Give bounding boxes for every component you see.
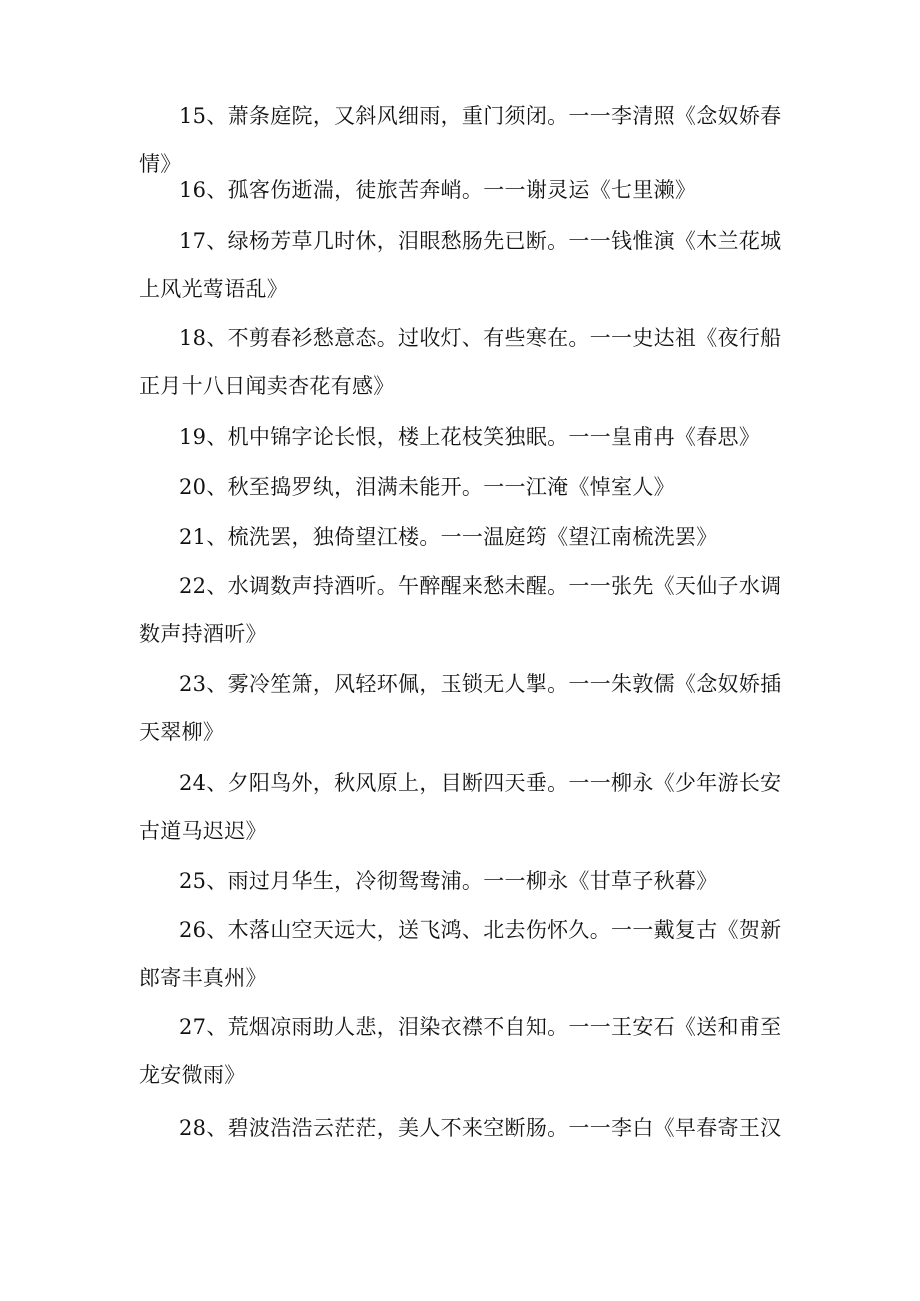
poem-entry-20 — [139, 475, 789, 499]
entry-line-2: 古道马迟迟》 — [139, 819, 267, 843]
entry-line-1: 20、秋至捣罗纨，泪满未能开。一一江淹《悼室人》 — [179, 475, 675, 499]
poem-entry-24 — [139, 771, 789, 843]
entry-line-1: 23、雾冷笙箫，风轻环佩，玉锁无人掣。一一朱敦儒《念奴娇插 — [179, 672, 782, 696]
poem-entry-26 — [139, 918, 789, 990]
poem-entry-21 — [139, 525, 789, 549]
poem-entry-22 — [139, 574, 789, 646]
entry-line-1: 25、雨过月华生，冷彻鸳鸯浦。一一柳永《甘草子秋暮》 — [179, 869, 718, 893]
poem-entry-27 — [139, 1015, 789, 1087]
poem-entry-23 — [139, 672, 789, 744]
entry-line-1: 19、机中锦字论长恨，楼上花枝笑独眠。一一皇甫冉《春思》 — [179, 425, 761, 449]
entry-line-2: 上风光莺语乱》 — [139, 277, 289, 301]
entry-line-2: 天翠柳》 — [139, 720, 225, 744]
poem-entry-19 — [139, 425, 789, 449]
entry-line-1: 28、碧波浩浩云茫茫，美人不来空断肠。一一李白《早春寄王汉 — [179, 1116, 782, 1140]
entry-line-1: 15、萧条庭院，又斜风细雨，重门须闭。一一李清照《念奴娇春 — [179, 104, 782, 128]
poem-entry-25 — [139, 869, 789, 893]
poem-entry-28 — [139, 1116, 789, 1140]
poem-entry-17 — [139, 229, 789, 301]
poem-entry-16 — [139, 178, 789, 202]
entry-line-1: 22、水调数声持酒听。午醉醒来愁未醒。一一张先《天仙子水调 — [179, 574, 782, 598]
entry-line-1: 26、木落山空天远大，送飞鸿、北去伤怀久。一一戴复古《贺新 — [179, 918, 782, 942]
entry-line-1: 21、梳洗罢，独倚望江楼。一一温庭筠《望江南梳洗罢》 — [179, 525, 718, 549]
entry-line-2: 数声持酒听》 — [139, 622, 267, 646]
entry-line-1: 18、不剪春衫愁意态。过收灯、有些寒在。一一史达祖《夜行船 — [179, 326, 782, 350]
entry-line-2: 龙安微雨》 — [139, 1063, 246, 1087]
poem-entry-18 — [139, 326, 789, 398]
entry-line-1: 27、荒烟凉雨助人悲，泪染衣襟不自知。一一王安石《送和甫至 — [179, 1015, 782, 1039]
poem-entry-15 — [139, 104, 789, 176]
entry-line-2: 郎寄丰真州》 — [139, 966, 267, 990]
entry-line-1: 17、绿杨芳草几时休，泪眼愁肠先已断。一一钱惟演《木兰花城 — [179, 229, 782, 253]
entry-line-1: 24、夕阳鸟外，秋风原上，目断四天垂。一一柳永《少年游长安 — [179, 771, 782, 795]
entry-line-2: 情》 — [139, 152, 182, 176]
entry-line-2: 正月十八日闻卖杏花有感》 — [139, 374, 395, 398]
entry-line-1: 16、孤客伤逝湍，徒旅苦奔峭。一一谢灵运《七里濑》 — [179, 178, 697, 202]
